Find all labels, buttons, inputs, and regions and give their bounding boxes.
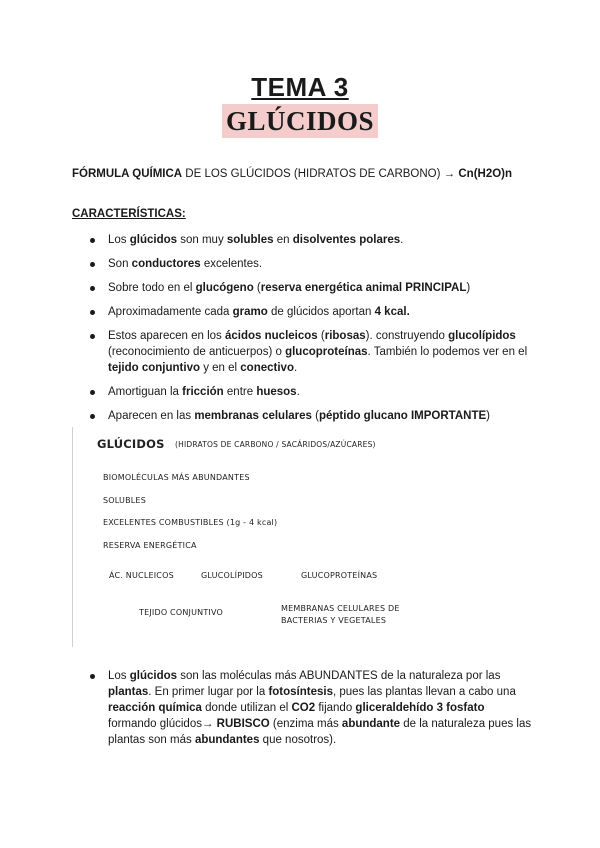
subtitle-wrapper — [0, 104, 600, 138]
notes-title: GLÚCIDOS — [97, 437, 165, 451]
formula-text: DE LOS GLÚCIDOS (HIDRATOS DE CARBONO) → — [182, 168, 459, 180]
list-item: Los glúcidos son las moléculas más ABUNDANTES de la naturaleza por las plantas. En primer lugar por la fotosíntesis, pues las plantas llevan a cabo una reacción química donde utilizan el CO2 fijando gliceraldehído 3 fosfato formando glúcidos→ RUBISCO (enzima más abundante de la naturaleza pues las plantas son más abundantes que nosotros). — [90, 668, 535, 748]
notes-glucoproteinas: GLUCOPROTEÍNAS — [301, 571, 378, 580]
list-item: Sobre todo en el glucógeno (reserva energética animal PRINCIPAL) — [90, 280, 530, 296]
notes-membranas-2: BACTERIAS Y VEGETALES — [281, 616, 387, 625]
list-item: Aproximadamente cada gramo de glúcidos aportan 4 kcal. — [90, 304, 530, 320]
formula-line — [72, 168, 512, 180]
notes-line-2: SOLUBLES — [103, 496, 146, 505]
list-item: Los glúcidos son muy solubles en disolventes polares. — [90, 232, 530, 248]
handwritten-notes-image — [72, 427, 403, 647]
list-item: Estos aparecen en los ácidos nucleicos (ribosas). construyendo glucolípidos (reconocimiento de anticuerpos) o glucoproteínas. También lo podemos ver en el tejido conjuntivo y en el conectivo. — [90, 328, 530, 376]
section-title: CARACTERÍSTICAS: — [72, 208, 186, 220]
characteristics-list — [90, 232, 530, 432]
notes-membranas-1: MEMBRANAS CELULARES DE — [281, 604, 400, 613]
notes-ac-nucleicos: ÁC. NUCLEICOS — [109, 571, 174, 580]
page-subtitle: GLÚCIDOS — [222, 104, 378, 138]
notes-tejido-conjuntivo: TEJIDO CONJUNTIVO — [139, 608, 224, 617]
formula-label: FÓRMULA QUÍMICA — [72, 168, 183, 180]
list-item: Son conductores excelentes. — [90, 256, 530, 272]
list-item: Aparecen en las membranas celulares (péptido glucano IMPORTANTE) — [90, 408, 530, 424]
notes-subtitle: (HIDRATOS DE CARBONO / SACÁRIDOS/AZÚCARES) — [175, 440, 376, 449]
formula-value: Cn(H2O)n — [458, 168, 513, 180]
page-title: TEMA 3 — [251, 72, 349, 102]
notes-line-1: BIOMOLÉCULAS MÁS ABUNDANTES — [103, 473, 250, 482]
notes-line-3: EXCELENTES COMBUSTIBLES (1g - 4 kcal) — [103, 518, 278, 527]
notes-glucolipidos: GLUCOLÍPIDOS — [201, 571, 263, 580]
bottom-list — [90, 668, 535, 748]
list-item: Amortiguan la fricción entre huesos. — [90, 384, 530, 400]
notes-line-4: RESERVA ENERGÉTICA — [103, 541, 197, 550]
